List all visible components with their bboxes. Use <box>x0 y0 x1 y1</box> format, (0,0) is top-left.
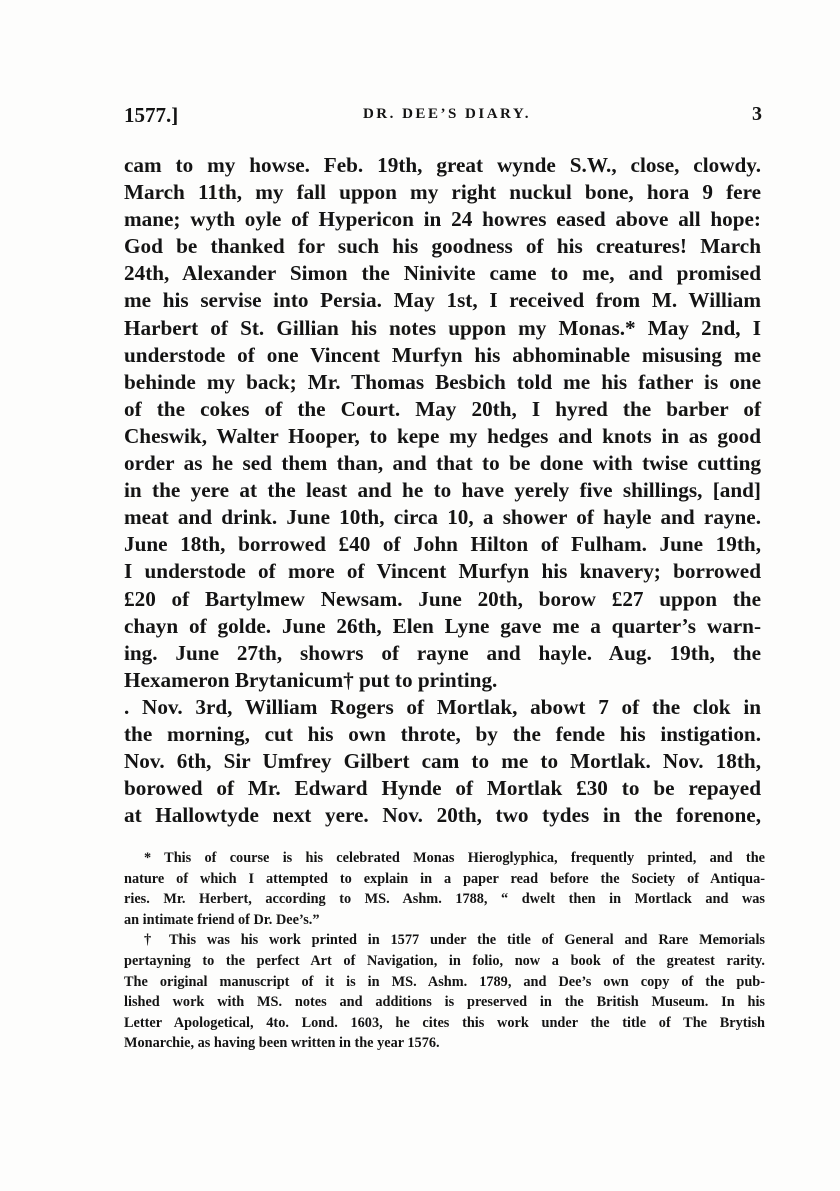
text-line: the morning, cut his own throte, by the fende his instigation. <box>124 721 761 746</box>
footnote-line: an intimate friend of Dr. Dee’s.” <box>124 911 320 928</box>
text-line: meat and drink. June 10th, circa 10, a shower of hayle and rayne. <box>124 505 761 530</box>
text-line: in the yere at the least and he to have yerely five shillings, [and] <box>124 478 761 503</box>
footnote-line: lished work with MS. notes and additions is preserved in the British Museum. In his <box>124 994 765 1011</box>
text-line: June 18th, borrowed £40 of John Hilton of Fulham. June 19th, <box>124 532 761 557</box>
text-line: cam to my howse. Feb. 19th, great wynde S.W., close, clowdy. <box>124 153 761 177</box>
footnote-line: Letter Apologetical, 4to. Lond. 1603, he cites this work under the title of The Brytish <box>124 1014 765 1031</box>
text-line: behinde my back; Mr. Thomas Besbich told me his father is one <box>124 369 761 394</box>
footnote-line: † This was his work printed in 1577 under the title of General and Rare Memorials <box>144 932 765 949</box>
text-line: at Hallowtyde next yere. Nov. 20th, two tydes in the forenone, <box>124 803 761 828</box>
text-line: of the cokes of the Court. May 20th, I hyred the barber of <box>124 396 761 421</box>
footnote-line: The original manuscript of it is in MS. Ashm. 1789, and Dee’s own copy of the pub- <box>124 973 765 990</box>
text-line: Harbert of St. Gillian his notes uppon my Monas.* May 2nd, I <box>124 315 761 340</box>
text-line: Cheswik, Walter Hooper, to kepe my hedges and knots in as good <box>124 423 761 448</box>
text-line: . Nov. 3rd, William Rogers of Mortlak, abowt 7 of the clok in <box>124 694 761 719</box>
footnote-line: nature of which I attempted to explain in a paper read before the Society of Antiqua- <box>124 870 765 887</box>
text-line: understode of one Vincent Murfyn his abhominable misusing me <box>124 342 761 367</box>
text-line: March 11th, my fall uppon my right nuckul bone, hora 9 fere <box>124 180 761 205</box>
text-line: Nov. 6th, Sir Umfrey Gilbert cam to me to Mortlak. Nov. 18th, <box>124 749 761 774</box>
text-line: God be thanked for such his goodness of his creatures! March <box>124 234 761 259</box>
text-line: 24th, Alexander Simon the Ninivite came to me, and promised <box>124 261 761 286</box>
text-line: Hexameron Brytanicum† put to printing. <box>124 667 498 692</box>
footnote-line: ries. Mr. Herbert, according to MS. Ashm. 1788, “ dwelt then in Mortlack and was <box>124 891 765 908</box>
text-line: ing. June 27th, showrs of rayne and hayle. Aug. 19th, the <box>124 640 761 665</box>
text-line: mane; wyth oyle of Hypericon in 24 howres eased above all hope: <box>124 207 761 232</box>
running-head <box>124 103 770 133</box>
running-title: DR. DEE’S DIARY. <box>362 106 532 122</box>
footnotes <box>124 848 765 1054</box>
text-line: I understode of more of Vincent Murfyn his knavery; borrowed <box>124 559 761 584</box>
footnote-line: pertayning to the perfect Art of Navigation, in folio, now a book of the greatest rarity. <box>124 952 765 969</box>
text-line: borowed of Mr. Edward Hynde of Mortlak £30 to be repayed <box>124 776 761 801</box>
text-line: £20 of Bartylmew Newsam. June 20th, borow £27 uppon the <box>124 586 761 611</box>
folio-year: 1577.] <box>124 103 179 127</box>
footnote-line: * This of course is his celebrated Monas Hieroglyphica, frequently printed, and the <box>144 850 765 866</box>
text-line: me his servise into Persia. May 1st, I received from M. William <box>124 288 761 313</box>
diary-text <box>124 152 761 829</box>
text-line: order as he sed them than, and that to be done with twise cutting <box>124 451 761 476</box>
footnote-line: Monarchie, as having been written in the year 1576. <box>124 1035 440 1052</box>
page-number: 3 <box>752 103 762 125</box>
text-line: chayn of golde. June 26th, Elen Lyne gave me a quarter’s warn- <box>124 613 761 638</box>
